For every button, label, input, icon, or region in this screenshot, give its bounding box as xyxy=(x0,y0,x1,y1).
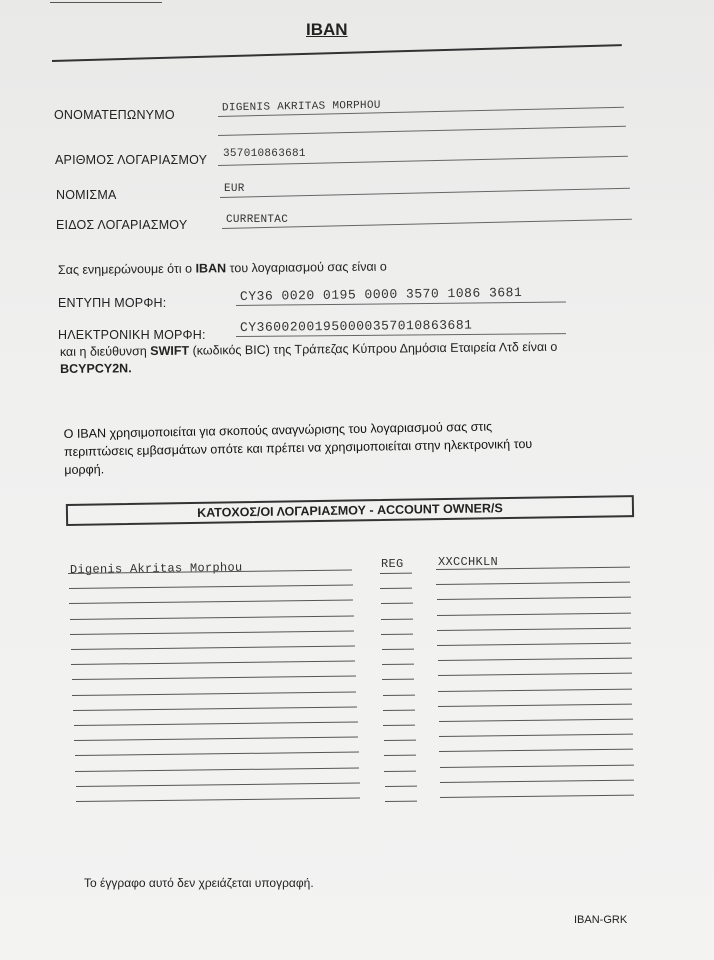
owner-code-line xyxy=(439,719,633,722)
owner-name-line xyxy=(72,676,356,680)
owner-name-line xyxy=(70,630,354,634)
owner-name-line xyxy=(75,767,359,771)
owner-type-line xyxy=(384,740,416,741)
owner-name-line xyxy=(71,661,355,665)
owner-type-line xyxy=(385,785,417,786)
owner-code-line xyxy=(436,582,630,585)
owner-name-line xyxy=(76,782,360,786)
owner-name-line xyxy=(70,615,354,619)
owner-code-line xyxy=(437,612,631,615)
owner-type-line xyxy=(383,725,415,726)
field-value-account-type: CURRENTAC xyxy=(226,214,289,226)
owner-name-line xyxy=(76,798,360,802)
owner-name-line xyxy=(71,646,355,650)
owner-code-line xyxy=(438,703,632,706)
field-value-name: DIGENIS AKRITAS MORPHOU xyxy=(221,99,381,115)
owner-code-line xyxy=(437,627,631,630)
top-edge-line xyxy=(50,2,162,3)
document-title: IBAN xyxy=(306,20,348,39)
owner-code-line xyxy=(440,795,634,798)
no-signature-note: Το έγγραφο αυτό δεν χρειάζεται υπογραφή. xyxy=(84,876,314,890)
owner-type-line xyxy=(380,573,412,574)
form-code: IBAN-GRK xyxy=(574,914,628,926)
owner-type-line xyxy=(384,755,416,756)
owner-type-line xyxy=(381,603,413,604)
owner-code-line xyxy=(438,673,632,676)
owner-name-line xyxy=(69,585,353,589)
field-label-currency: ΝΟΜΙΣΜΑ xyxy=(56,188,117,202)
owner-code-line xyxy=(437,643,631,646)
owner-name-line xyxy=(73,722,357,726)
owner-type-line xyxy=(381,633,413,634)
account-owners-header-box xyxy=(66,495,634,526)
owner-name-line xyxy=(74,737,358,741)
owner-type-line xyxy=(385,801,417,802)
owner-code: XXCCHKLN xyxy=(438,555,499,569)
field-label-name: ΟΝΟΜΑΤΕΠΩΝΥΜΟ xyxy=(54,108,175,122)
field-label-account-number: ΑΡΙΘΜΟΣ ΛΟΓΑΡΙΑΣΜΟΥ xyxy=(55,153,208,167)
owner-name-line xyxy=(69,600,353,604)
owner-code-line xyxy=(439,734,633,737)
owner-type-line xyxy=(382,679,414,680)
field-underline xyxy=(218,126,626,136)
owner-code-line xyxy=(438,688,632,691)
owner-type-line xyxy=(380,588,412,589)
owner-code-line xyxy=(439,749,633,752)
owner-type-line xyxy=(383,709,415,710)
owner-code-line xyxy=(440,779,634,782)
owner-code-line xyxy=(438,658,632,661)
owner-name-line xyxy=(72,691,356,695)
iban-intro: Σας ενημερώνουμε ότι ο IBAN του λογαριασμού σας είναι ο xyxy=(57,259,387,277)
owner-type: REG xyxy=(381,557,404,571)
field-value-account-number: 357010863681 xyxy=(223,148,306,160)
field-underline xyxy=(220,188,630,198)
account-owners-title: ΚΑΤΟΧΟΣ/ΟΙ ΛΟΓΑΡΙΑΣΜΟΥ - ACCOUNT OWNER/S xyxy=(197,501,503,520)
owner-name-line xyxy=(73,706,357,710)
iban-print-value: CY36 0020 0195 0000 3570 1086 3681 xyxy=(239,285,523,304)
owner-name: Digenis Akritas Morphou xyxy=(69,560,243,577)
owner-type-line xyxy=(382,649,414,650)
swift-text: και η διεύθυνση SWIFT (κωδικός BIC) της Τράπεζας Κύπρου Δημόσια Εταιρεία Λτδ είναι ο BCYPCY2N. xyxy=(59,339,558,376)
owner-type-line xyxy=(384,770,416,771)
iban-usage-notice: Ο IBAN χρησιμοποιείται για σκοπούς αναγνώρισης του λογαριασμού σας στις περιπτώσεις εμβασμάτων οπότε και πρέπει να χρησιμοποιείται στην ηλεκτρονική του μορφή. xyxy=(63,419,533,477)
title-rule xyxy=(52,44,622,62)
field-label-account-type: ΕΙΔΟΣ ΛΟΓΑΡΙΑΣΜΟΥ xyxy=(56,218,188,232)
field-value-currency: EUR xyxy=(224,183,245,195)
owner-code-line xyxy=(437,597,631,600)
owner-name-line xyxy=(75,752,359,756)
iban-electronic-value: CY36002001950000357010863681 xyxy=(239,317,473,335)
owner-code-line xyxy=(440,764,634,767)
owner-type-line xyxy=(381,618,413,619)
iban-print-label: ΕΝΤΥΠΗ ΜΟΡΦΗ: xyxy=(58,296,167,310)
owner-type-line xyxy=(382,664,414,665)
owner-type-line xyxy=(383,694,415,695)
iban-electronic-label: ΗΛΕΚΤΡΟΝΙΚΗ ΜΟΡΦΗ: xyxy=(58,328,206,342)
